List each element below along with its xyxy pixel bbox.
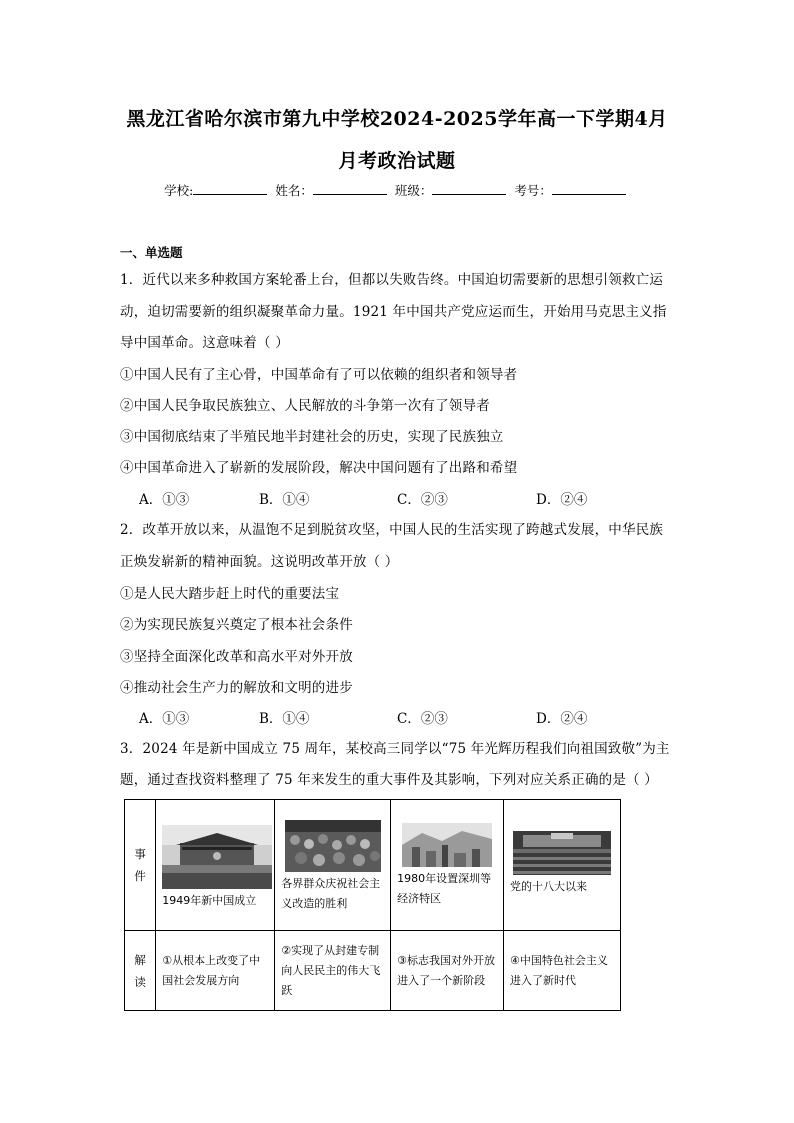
- q2-statement: ④推动社会生产力的解放和文明的进步: [120, 680, 353, 696]
- exam-title-line2: 月考政治试题: [338, 150, 456, 172]
- events-row: [125, 800, 621, 931]
- school-label: 学校:: [164, 183, 194, 198]
- q2-statement: ①是人民大踏步赶上时代的重要法宝: [120, 586, 340, 602]
- event-cell: [156, 800, 275, 931]
- event-cell: [391, 800, 504, 931]
- event-text: 1949年新中国成立: [162, 894, 257, 907]
- q2-stem-line: 正焕发崭新的精神面貌。这说明改革开放（ ）: [120, 554, 399, 570]
- name-blank[interactable]: [313, 182, 387, 195]
- events-row-header: 事 件: [125, 800, 156, 931]
- school-blank[interactable]: [193, 182, 267, 195]
- interpretation-text: ①从根本上改变了中国社会发展方向: [162, 953, 261, 987]
- exam-number-blank[interactable]: [552, 182, 626, 195]
- q2-option-b[interactable]: B．①④: [259, 711, 310, 727]
- q3-stem-line: 题，通过查找资料整理了 75 年来发生的重大事件及其影响，下列对应关系正确的是（ ）: [120, 772, 658, 788]
- interpretation-text: ④中国特色社会主义进入了新时代: [510, 953, 608, 987]
- q1-option-a[interactable]: A．①③: [139, 492, 190, 508]
- q1-stem-line: 动，迫切需要新的组织凝聚革命力量。1921 年中国共产党应运而生，开始用马克思主义指: [120, 304, 667, 320]
- q1-option-d[interactable]: D．②④: [536, 492, 588, 508]
- q1-statement: ①中国人民有了主心骨，中国革命有了可以依赖的组织者和领导者: [120, 367, 518, 383]
- q1-stem-line: 导中国革命。这意味着（ ）: [120, 335, 289, 351]
- event-cell: [504, 800, 621, 931]
- interpretation-text: ②实现了从封建专制向人民民主的伟大飞跃: [281, 943, 381, 997]
- q2-option-d[interactable]: D．②④: [536, 711, 588, 727]
- photo-celebration-crowd: [285, 820, 381, 872]
- event-text: 党的十八大以来: [510, 880, 588, 893]
- q1-statement: ④中国革命进入了崭新的发展阶段，解决中国问题有了出路和希望: [120, 460, 518, 476]
- q1-option-b[interactable]: B．①④: [259, 492, 310, 508]
- name-label: 姓名：: [275, 183, 313, 198]
- q1-stem-line: 1．近代以来多种救国方案轮番上台，但都以失败告终。中国迫切需要新的思想引领救亡运: [120, 272, 664, 288]
- photo-tiananmen-1949: [162, 825, 272, 889]
- student-info-fields: [0, 181, 794, 199]
- section-title: 一、单选题: [120, 245, 183, 260]
- interpretation-row: [125, 931, 621, 1011]
- interpretation-text: ③标志我国对外开放进入了一个新阶段: [397, 953, 495, 987]
- class-blank[interactable]: [432, 182, 506, 195]
- events-table: [124, 799, 621, 1011]
- q2-option-a[interactable]: A．①③: [139, 711, 190, 727]
- event-cell: [275, 800, 391, 931]
- q2-statement: ③坚持全面深化改革和高水平对外开放: [120, 649, 353, 665]
- event-text: 1980年设置深圳等经济特区: [397, 872, 492, 905]
- q2-statement: ②为实现民族复兴奠定了根本社会条件: [120, 617, 353, 633]
- q1-statement: ②中国人民争取民族独立、人民解放的斗争第一次有了领导者: [120, 398, 490, 414]
- exam-number-label: 考号：: [514, 183, 552, 198]
- photo-shenzhen-city: [402, 823, 492, 867]
- q1-statement: ③中国彻底结束了半殖民地半封建社会的历史，实现了民族独立: [120, 429, 504, 445]
- photo-great-hall-congress: [513, 831, 611, 875]
- interpretation-cell: [391, 931, 504, 1011]
- interpretation-row-header: 解 读: [125, 931, 156, 1011]
- q2-stem-line: 2．改革开放以来，从温饱不足到脱贫攻坚，中国人民的生活实现了跨越式发展，中华民族: [120, 522, 664, 538]
- exam-title-line1: 黑龙江省哈尔滨市第九中学校2024-2025学年高一下学期4月: [126, 108, 668, 130]
- interpretation-cell: [504, 931, 621, 1011]
- class-label: 班级：: [394, 183, 433, 198]
- q1-option-c[interactable]: C．②③: [397, 492, 448, 508]
- interpretation-cell: [275, 931, 391, 1011]
- q2-option-c[interactable]: C．②③: [397, 711, 448, 727]
- interpretation-cell: [156, 931, 275, 1011]
- event-text: 各界群众庆祝社会主义改造的胜利: [281, 877, 381, 910]
- q3-stem-line: 3．2024 年是新中国成立 75 周年，某校高三同学以“75 年光辉历程我们向祖国致敬”为主: [120, 741, 670, 757]
